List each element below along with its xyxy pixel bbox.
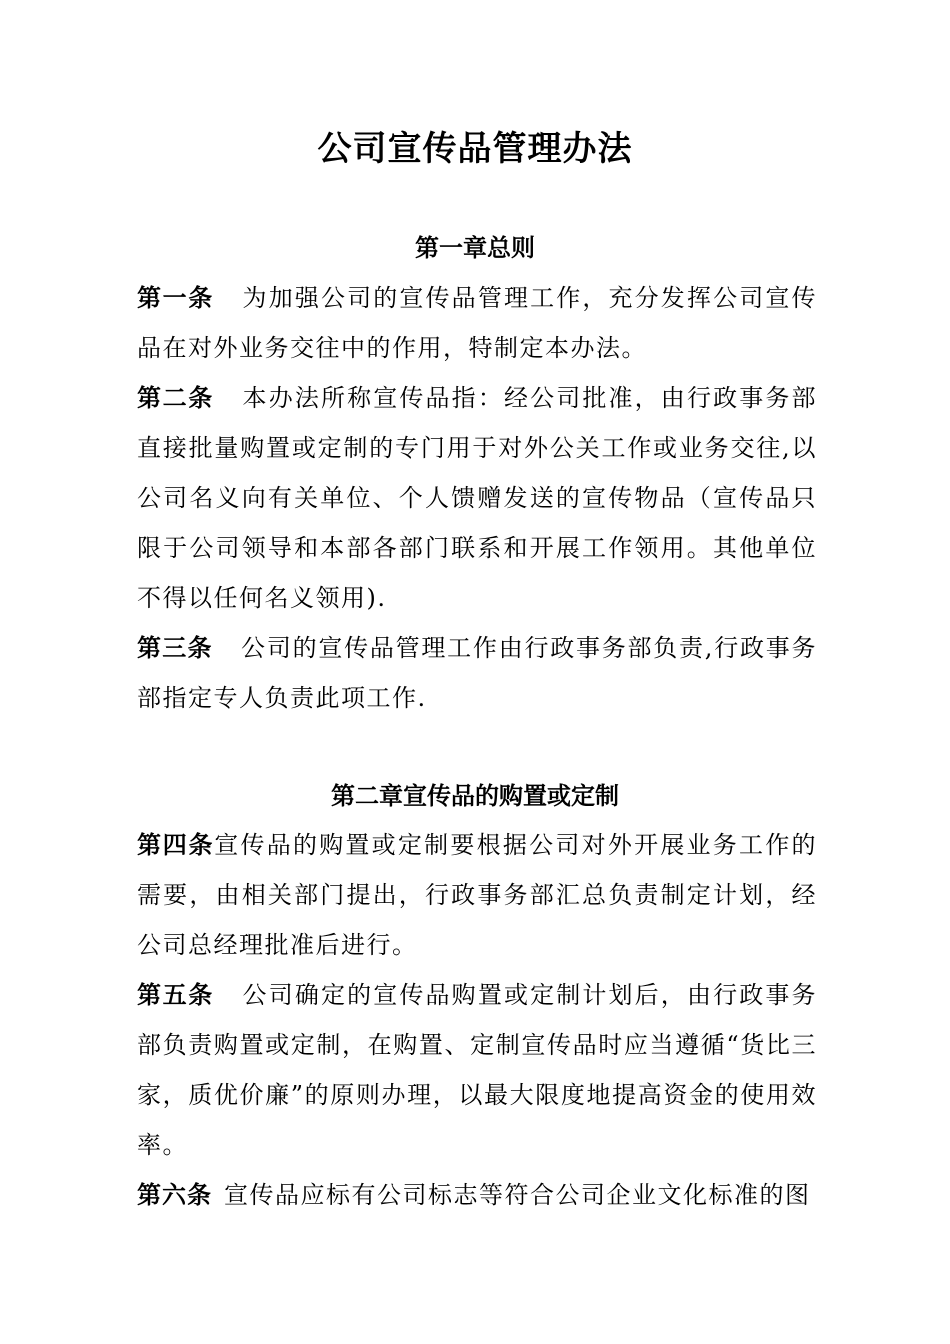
chapter-heading-1: 第一章总则 xyxy=(415,234,535,262)
article-label: 第三条 xyxy=(137,634,213,662)
article-label: 第二条 xyxy=(137,384,214,412)
document-title: 公司宣传品管理办法 xyxy=(317,129,633,169)
article-text: 本办法所称宣传品指：经公司批准，由行政事务部直接批量购置或定制的专门用于对外公关工作或业务交往,以公司名义向有关单位、个人馈赠发送的宣传物品（宣传品只限于公司领导和本部各部门联系和开展工作领用。其他单位不得以任何名义领用). xyxy=(137,384,818,612)
article-label: 第一条 xyxy=(137,284,214,312)
article-text: 宣传品应标有公司标志等符合公司企业文化标准的图 xyxy=(224,1181,811,1209)
article-3 xyxy=(137,623,817,723)
article-1 xyxy=(137,273,817,373)
article-4 xyxy=(137,820,817,970)
article-6 xyxy=(137,1170,817,1220)
article-2 xyxy=(137,373,817,623)
article-label: 第六条 xyxy=(137,1181,212,1209)
article-label: 第五条 xyxy=(137,981,214,1009)
article-label: 第四条 xyxy=(137,831,215,859)
chapter-heading-2: 第二章宣传品的购置或定制 xyxy=(331,782,619,810)
article-text: 公司的宣传品管理工作由行政事务部负责,行政事务部指定专人负责此项工作. xyxy=(137,634,817,712)
article-text: 为加强公司的宣传品管理工作，充分发挥公司宣传品在对外业务交往中的作用，特制定本办法。 xyxy=(137,284,818,362)
article-5 xyxy=(137,970,817,1170)
article-text: 公司确定的宣传品购置或定制计划后，由行政事务部负责购置或定制，在购置、定制宣传品时应当遵循“货比三家，质优价廉”的原则办理，以最大限度地提高资金的使用效率。 xyxy=(137,981,818,1159)
article-text: 宣传品的购置或定制要根据公司对外开展业务工作的需要，由相关部门提出，行政事务部汇总负责制定计划，经公司总经理批准后进行。 xyxy=(137,831,818,959)
